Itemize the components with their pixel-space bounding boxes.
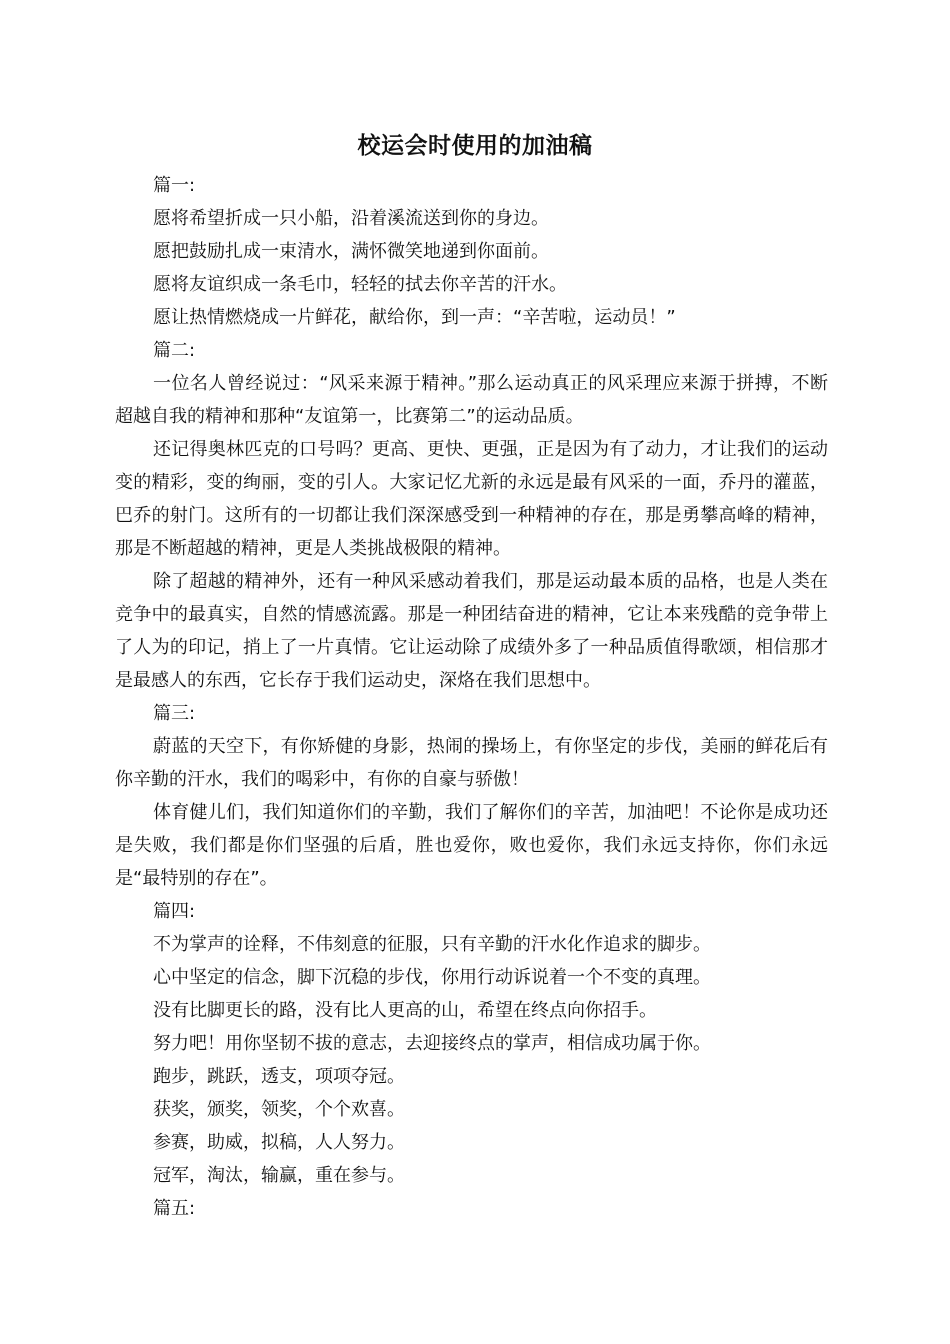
paragraph: 参赛，助威，拟稿，人人努力。 (153, 1132, 405, 1153)
paragraph: 愿将希望折成一只小船，沿着溪流送到你的身边。 (153, 208, 549, 229)
paragraph: 还记得奥林匹克的口号吗？更高、更快、更强，正是因为有了动力，才让我们的运动变的精彩，变的绚丽，变的引人。大家记忆尤新的永远是最有风采的一面，乔丹的灌蓝，巴乔的射门。这所有的一切都让我们深深感受到一种精神的存在，那是勇攀高峰的精神，那是不断超越的精神，更是人类挑战极限的精神。 (115, 439, 828, 559)
paragraph: 不为掌声的诠释，不伟刻意的征服，只有辛勤的汗水化作追求的脚步。 (153, 934, 711, 955)
section-heading-3: 篇三: (153, 703, 196, 724)
section-heading-1: 篇一: (153, 175, 196, 196)
section-heading-5: 篇五: (153, 1198, 196, 1219)
paragraph: 获奖，颁奖，领奖，个个欢喜。 (153, 1099, 405, 1120)
paragraph: 愿让热情燃烧成一片鲜花，献给你，到一声：“辛苦啦，运动员！” (153, 307, 676, 328)
paragraph: 除了超越的精神外，还有一种风采感动着我们，那是运动最本质的品格，也是人类在竞争中的最真实，自然的情感流露。那是一种团结奋进的精神，它让本来残酷的竞争带上了人为的印记，捎上了一片真情。它让运动除了成绩外多了一种品质值得歌颂，相信那才是最感人的东西，它长存于我们运动史，深烙在我们思想中。 (115, 571, 828, 691)
paragraph: 冠军，淘汰，输赢，重在参与。 (153, 1165, 405, 1186)
paragraph: 跑步，跳跃，透支，项项夺冠。 (153, 1066, 405, 1087)
document-body (115, 169, 828, 1225)
paragraph: 没有比脚更长的路，没有比人更高的山，希望在终点向你招手。 (153, 1000, 657, 1021)
section-heading-4: 篇四: (153, 901, 196, 922)
paragraph: 体育健儿们，我们知道你们的辛勤，我们了解你们的辛苦，加油吧！不论你是成功还是失败，我们都是你们坚强的后盾，胜也爱你，败也爱你，我们永远支持你，你们永远是“最特别的存在”。 (115, 802, 828, 889)
paragraph: 心中坚定的信念，脚下沉稳的步伐，你用行动诉说着一个不变的真理。 (153, 967, 711, 988)
paragraph: 努力吧！用你坚韧不拔的意志，去迎接终点的掌声，相信成功属于你。 (153, 1033, 711, 1054)
paragraph: 愿把鼓励扎成一束清水，满怀微笑地递到你面前。 (153, 241, 549, 262)
document-title: 校运会时使用的加油稿 (357, 133, 593, 160)
paragraph: 一位名人曾经说过：“风采来源于精神。”那么运动真正的风采理应来源于拼搏，不断超越自我的精神和那种“友谊第一，比赛第二”的运动品质。 (115, 373, 828, 427)
paragraph: 愿将友谊织成一条毛巾，轻轻的拭去你辛苦的汗水。 (153, 274, 567, 295)
paragraph: 蔚蓝的天空下，有你矫健的身影，热闹的操场上，有你坚定的步伐，美丽的鲜花后有你辛勤的汗水，我们的喝彩中，有你的自豪与骄傲！ (115, 736, 828, 790)
section-heading-2: 篇二: (153, 340, 196, 361)
